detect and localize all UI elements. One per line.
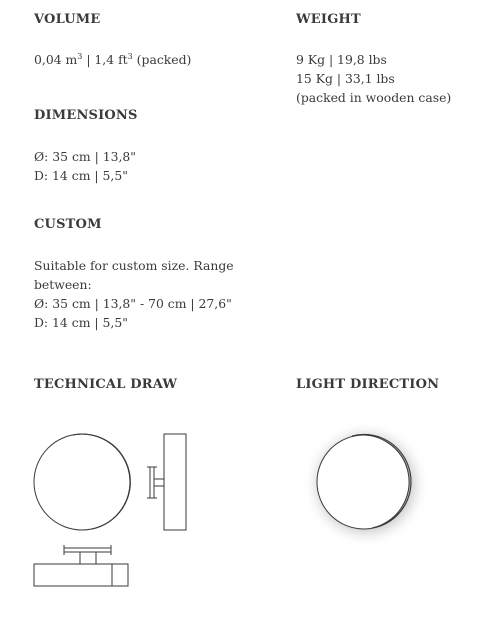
custom-line: D: 14 cm | 5,5" (34, 315, 128, 330)
custom-line: Suitable for custom size. Range (34, 258, 234, 273)
weight-line: 15 Kg | 33,1 lbs (296, 71, 395, 86)
volume-m3: 0,04 m (34, 52, 78, 67)
volume-heading: VOLUME (34, 12, 101, 27)
custom-line: between: (34, 277, 92, 292)
dimensions-heading: DIMENSIONS (34, 108, 138, 123)
dimensions-line: Ø: 35 cm | 13,8" (34, 149, 137, 164)
volume-ft3: | 1,4 ft (82, 52, 128, 67)
volume-sup-1: 3 (77, 52, 83, 61)
custom-heading: CUSTOM (34, 217, 102, 232)
technical-draw-heading: TECHNICAL DRAW (34, 377, 178, 392)
weight-line: (packed in wooden case) (296, 90, 452, 105)
light-direction-heading: LIGHT DIRECTION (296, 377, 440, 392)
dimensions-line: D: 14 cm | 5,5" (34, 168, 128, 183)
volume-packed: (packed) (132, 52, 192, 67)
custom-line: Ø: 35 cm | 13,8" - 70 cm | 27,6" (34, 296, 232, 311)
volume-sup-2: 3 (127, 52, 133, 61)
weight-line: 9 Kg | 19,8 lbs (296, 52, 387, 67)
weight-heading: WEIGHT (296, 12, 361, 27)
